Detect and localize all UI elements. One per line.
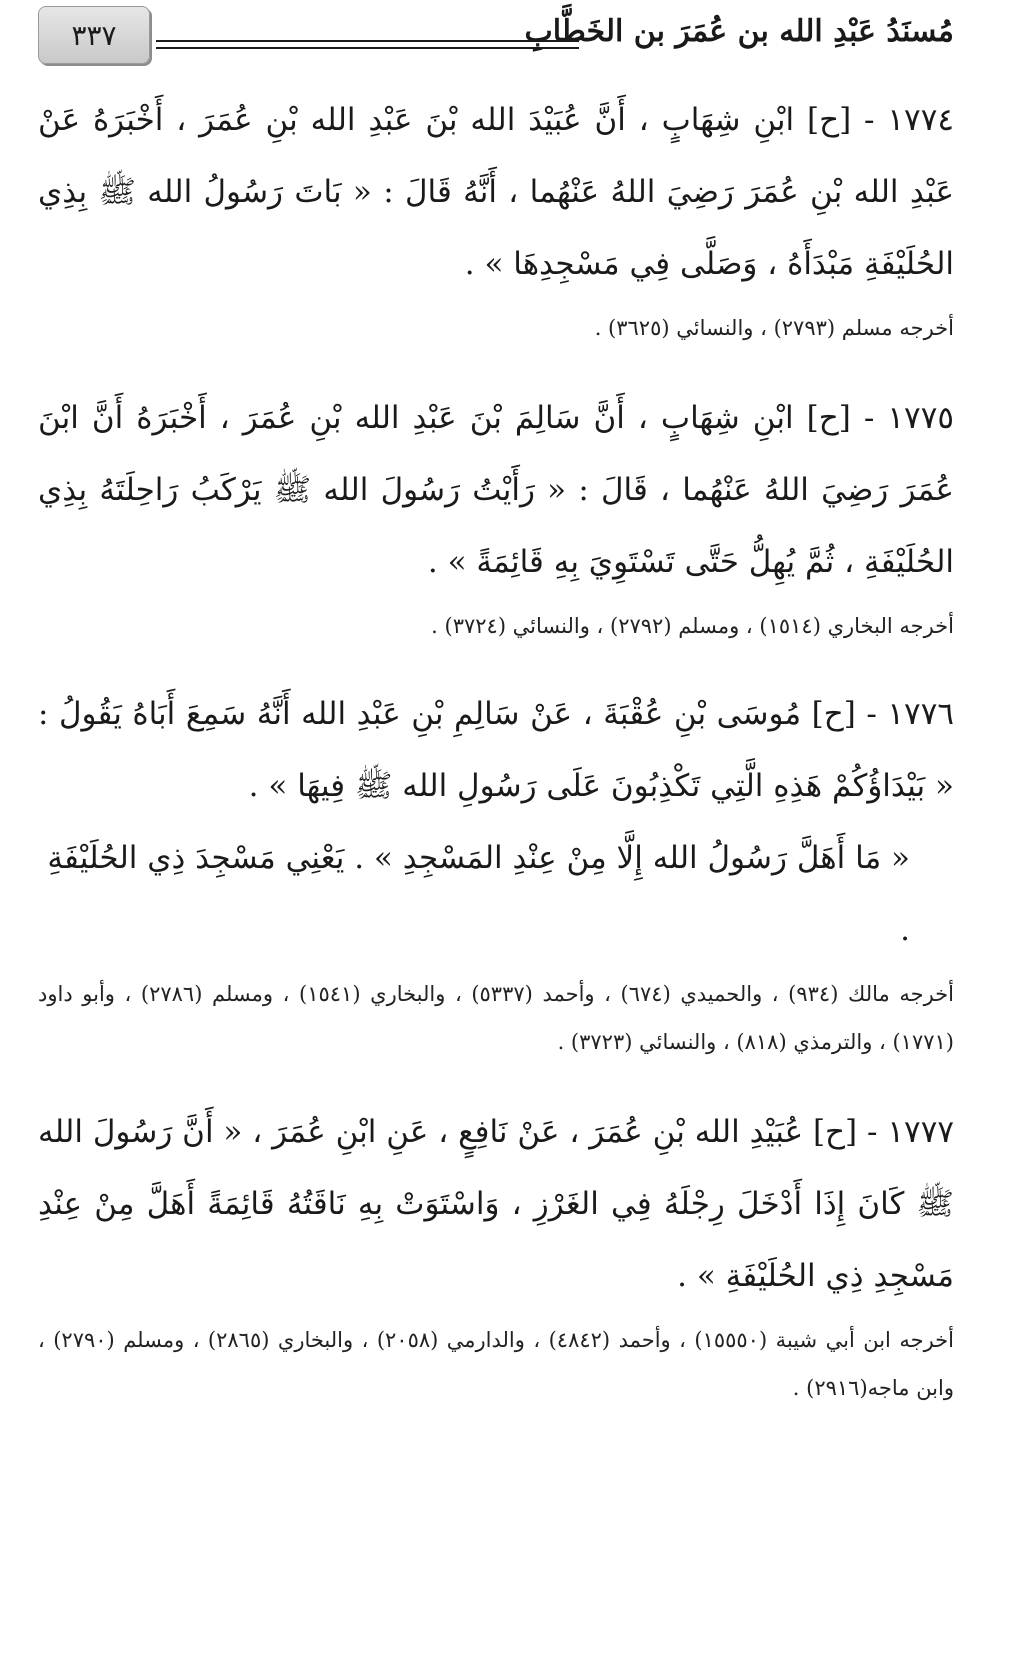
hadith-entry-1777 xyxy=(38,1096,954,1412)
header-rule xyxy=(156,40,579,49)
hadith-text: ١٧٧٦ - [ح] مُوسَى بْنِ عُقْبَةَ ، عَنْ سَالِمِ بْنِ عَبْدِ الله أَنَّهُ سَمِعَ أَبَاهُ يَقُولُ : « بَيْدَاؤُكُمْ هَذِهِ الَّتِي تَكْذِبُونَ عَلَى رَسُولِ الله ﷺ فِيهَا » . xyxy=(38,696,954,804)
takhrij-note: أخرجه مالك (٩٣٤) ، والحميدي (٦٧٤) ، وأحمد (٥٣٣٧) ، والبخاري (١٥٤١) ، ومسلم (٢٧٨٦) ، وأبو داود (١٧٧١) ، والترمذي (٨١٨) ، والنسائي (٣٧٢٣) . xyxy=(38,982,954,1054)
takhrij-note: أخرجه مسلم (٢٧٩٣) ، والنسائي (٣٦٢٥) . xyxy=(594,316,954,340)
running-title: مُسنَدُ عَبْدِ الله بن عُمَرَ بن الخَطَّابِ xyxy=(524,14,954,49)
hadith-text: ١٧٧٧ - [ح] عُبَيْدِ الله بْنِ عُمَرَ ، عَنْ نَافِعٍ ، عَنِ ابْنِ عُمَرَ ، « أَنَّ رَسُولَ الله ﷺ كَانَ إِذَا أَدْخَلَ رِجْلَهُ فِي الغَرْزِ ، وَاسْتَوَتْ بِهِ نَاقَتُهُ قَائِمَةً أَهَلَّ مِنْ عِنْدِ مَسْجِدِ ذِي الحُلَيْفَةِ » . xyxy=(38,1114,954,1294)
takhrij-note: أخرجه ابن أبي شيبة (١٥٥٥٠) ، وأحمد (٤٨٤٢) ، والدارمي (٢٠٥٨) ، والبخاري (٢٨٦٥) ، ومسلم (٢٧٩٠) ، وابن ماجه(٢٩١٦) . xyxy=(38,1328,954,1400)
hadith-text: ١٧٧٤ - [ح] ابْنِ شِهَابٍ ، أَنَّ عُبَيْدَ الله بْنَ عَبْدِ الله بْنِ عُمَرَ ، أَخْبَرَهُ عَنْ عَبْدِ الله بْنِ عُمَرَ رَضِيَ اللهُ عَنْهُما ، أَنَّهُ قَالَ : « بَاتَ رَسُولُ الله ﷺ بِذِي الحُلَيْفَةِ مَبْدَأَهُ ، وَصَلَّى فِي مَسْجِدِهَا » . xyxy=(38,102,954,282)
hadith-text: ١٧٧٥ - [ح] ابْنِ شِهَابٍ ، أَنَّ سَالِمَ بْنَ عَبْدِ الله بْنِ عُمَرَ ، أَخْبَرَهُ أَنَّ ابْنَ عُمَرَ رَضِيَ اللهُ عَنْهُما ، قَالَ : « رَأَيْتُ رَسُولَ الله ﷺ يَرْكَبُ رَاحِلَتَهُ بِذِي الحُلَيْفَةِ ، ثُمَّ يُهِلُّ حَتَّى تَسْتَوِيَ بِهِ قَائِمَةً » . xyxy=(38,400,954,580)
page-content xyxy=(38,84,954,1434)
hadith-entry-1775 xyxy=(38,382,954,650)
book-page xyxy=(38,0,954,1657)
hadith-explanation: « مَا أَهَلَّ رَسُولُ الله إِلَّا مِنْ عِنْدِ المَسْجِدِ » . يَعْنِي مَسْجِدَ ذِي الحُلَيْفَةِ . xyxy=(47,840,910,948)
takhrij-note: أخرجه البخاري (١٥١٤) ، ومسلم (٢٧٩٢) ، والنسائي (٣٧٢٤) . xyxy=(431,614,954,638)
page-number: ٣٣٧ xyxy=(38,6,150,64)
hadith-entry-1776 xyxy=(38,678,954,1066)
hadith-entry-1774 xyxy=(38,84,954,352)
page-header xyxy=(38,6,954,62)
